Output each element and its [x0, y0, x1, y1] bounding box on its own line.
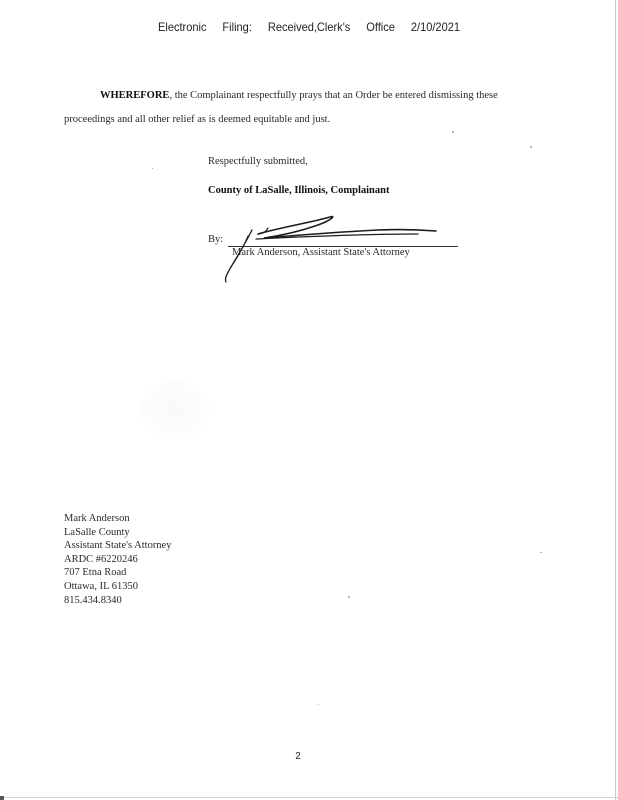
signer-name: Mark Anderson, Assistant State's Attorney: [232, 247, 410, 258]
closing-text: Respectfully submitted,: [208, 156, 308, 167]
party-name: County of LaSalle, Illinois, Complainant: [208, 185, 390, 196]
address-line: 707 Etna Road: [64, 567, 127, 579]
stamp-part: Received,Clerk's: [267, 20, 351, 34]
scan-speck: [318, 704, 319, 705]
wherefore-text: , the Complainant respectfully prays that an Order be entered dismissing these proceedings and all other relief as is deemed equitable and just.: [64, 90, 498, 125]
stamp-part: Filing:: [222, 20, 252, 34]
scan-speck: [530, 146, 532, 148]
scan-speck: [348, 596, 350, 598]
stamp-part: Office: [366, 20, 395, 34]
scan-speck: [540, 552, 542, 553]
page-edge-right: [615, 0, 616, 800]
address-line: Ottawa, IL 61350: [64, 580, 138, 592]
scan-speck: [452, 131, 454, 133]
by-label: By:: [208, 234, 224, 245]
handwritten-signature: [218, 212, 450, 288]
address-line: 815.434.8340: [64, 594, 122, 606]
page-edge-bottom: [0, 797, 618, 798]
scan-corner-mark: [0, 796, 4, 800]
stamp-date: 2/10/2021: [410, 20, 460, 34]
efiling-stamp: [25, 20, 594, 34]
address-line: ARDC #6220246: [64, 553, 138, 565]
wherefore-lead: WHEREFORE: [100, 90, 170, 101]
stamp-part: Electronic: [158, 20, 207, 34]
attorney-address-block: [64, 512, 171, 607]
page-number: 2: [295, 751, 301, 762]
address-line: Mark Anderson: [64, 513, 130, 524]
address-line: LaSalle County: [64, 526, 130, 538]
wherefore-paragraph: [64, 84, 534, 132]
address-line: Assistant State's Attorney: [64, 540, 172, 552]
scan-speck: [152, 168, 153, 169]
scan-smudge: [140, 380, 210, 440]
